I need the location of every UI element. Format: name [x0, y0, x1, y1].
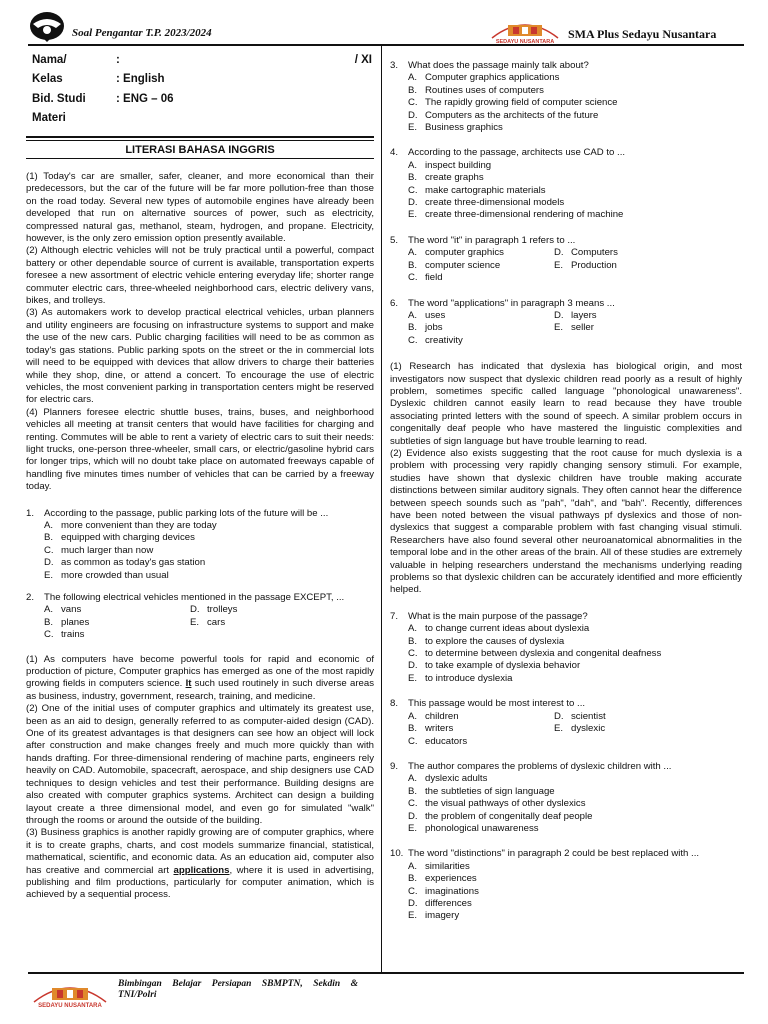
- question-stem: The word "it" in paragraph 1 refers to ...: [408, 234, 576, 246]
- answer-option[interactable]: D. to take example of dyslexia behavior: [408, 660, 581, 672]
- answer-option[interactable]: E. Business graphics: [408, 122, 503, 134]
- passage-paragraph: (4) Planners foresee electric shuttle buses, trains, buses, and neighborhood vehicles all meeting at transit centers that would have facilities for charging and renting. Commutes will be able to rent a variety of electric cars to suit their needs: light trucks, one-person three-wheeler, small cars, or electric/gasoline hybrid cars for longer trips, which will no doubt take place on automated freeways capable of handling five minutes times number of vehicles that can be carried by a freeway today.: [26, 406, 374, 493]
- answer-option[interactable]: A. vans: [44, 604, 82, 616]
- question-stem: This passage would be most interest to ...: [408, 698, 586, 710]
- question-5: [390, 235, 742, 285]
- answer-option[interactable]: D. create three-dimensional models: [408, 197, 565, 209]
- answer-option[interactable]: E. to introduce dyslexia: [408, 672, 513, 684]
- question-3: [390, 60, 742, 134]
- info-rule: [26, 136, 374, 138]
- answer-option[interactable]: A. similarities: [408, 860, 470, 872]
- answer-option[interactable]: D. Computers: [554, 247, 618, 259]
- info-row-name: [26, 50, 374, 70]
- answer-option[interactable]: C. creativity: [408, 334, 463, 346]
- answer-option[interactable]: C. much larger than now: [44, 544, 154, 556]
- passage-electric-cars: [26, 171, 374, 494]
- question-6: [390, 298, 742, 348]
- passage-paragraph: (2) Although electric vehicles will not be truly practical until a powerful, compact battery or other dependable source of current is available, transportation experts foresee a new assortment of electric vehicle entering everyday life; shorter range commuter electric cars, three-wheeled neighborhood cars, electric delivery vans, bikes, and trolleys.: [26, 245, 374, 307]
- passage-dyslexia: [390, 361, 742, 597]
- question-1: [26, 508, 374, 582]
- answer-option[interactable]: B. equipped with charging devices: [44, 532, 195, 544]
- footer-logo-text: SEDAYU NUSANTARA: [38, 1003, 102, 1008]
- question-2: [26, 592, 374, 642]
- answer-option[interactable]: B. Routines uses of computers: [408, 84, 544, 96]
- passage-paragraph: (1) Research has indicated that dyslexia has biological origin, and most investigators now suspect that dyslexic children read poorly as a result of highly problem, sometimes specific called language "phonological unawareness". Dyslexic children cannot easily learn to read because they have trouble associating printed letters with the sound of speech. A similar problem occurs in congenitally deaf people who have mastered the linguistic complexities and subtleties of sign language but have trouble learning to read.: [390, 361, 742, 447]
- eagle-emblem-icon: [28, 10, 66, 44]
- header-rule: [28, 44, 744, 46]
- answer-option[interactable]: C. imaginations: [408, 885, 479, 897]
- class-suffix: / XI: [354, 53, 372, 66]
- answer-option[interactable]: D. layers: [554, 309, 597, 321]
- answer-option[interactable]: E. create three-dimensional rendering of machine: [408, 209, 624, 221]
- answer-option[interactable]: D. differences: [408, 897, 472, 909]
- question-8: [390, 698, 742, 748]
- question-stem: The following electrical vehicles mentioned in the passage EXCEPT, ...: [44, 592, 345, 603]
- answer-option[interactable]: D. the problem of congenitally deaf people: [408, 810, 593, 822]
- answer-option[interactable]: C. make cartographic materials: [408, 184, 546, 196]
- answer-option[interactable]: A. Computer graphics applications: [408, 72, 560, 84]
- question-number: 3.: [390, 60, 399, 71]
- answer-option[interactable]: B. to explore the causes of dyslexia: [408, 635, 565, 647]
- info-row-materi: [26, 109, 374, 129]
- header-school-name: SMA Plus Sedayu Nusantara: [568, 27, 717, 41]
- passage-paragraph: (1) Today's car are smaller, safer, cleaner, and more economical than their predecessors, but the car of the future will be far more pollution-free than those on the road today. Several new types of automobile engines have already been developed that run on alternative sources of power, such as electricity, compressed natural gas, methanol, steam, hydrogen, and propane. Electricity, however, is the only zero emission option presently available.: [26, 171, 374, 245]
- answer-option[interactable]: A. computer graphics: [408, 247, 504, 259]
- question-stem: The word "applications" in paragraph 3 means ...: [408, 297, 615, 309]
- answer-option[interactable]: B. writers: [408, 723, 454, 735]
- info-label: Bid. Studi: [32, 92, 86, 105]
- page-header: [0, 0, 768, 48]
- question-4: [390, 147, 742, 221]
- answer-option[interactable]: D. trolleys: [190, 604, 238, 616]
- answer-option[interactable]: A. to change current ideas about dyslexia: [408, 623, 590, 635]
- info-value: [116, 109, 309, 129]
- answer-option[interactable]: E. imagery: [408, 910, 460, 922]
- answer-option[interactable]: A. dyslexic adults: [408, 773, 488, 785]
- school-logo-icon: [30, 980, 110, 1008]
- answer-option[interactable]: E. Production: [554, 259, 617, 271]
- answer-option[interactable]: E. more crowded than usual: [44, 569, 169, 581]
- answer-option[interactable]: D. Computers as the architects of the future: [408, 109, 599, 121]
- answer-option[interactable]: C. trains: [44, 629, 85, 641]
- info-value: : English: [116, 73, 165, 86]
- answer-option[interactable]: E. cars: [190, 616, 226, 628]
- question-stem: According to the passage, public parking lots of the future will be ...: [44, 507, 329, 519]
- right-column: [390, 60, 742, 923]
- info-value: : ENG – 06: [116, 92, 174, 105]
- answer-option[interactable]: B. computer science: [408, 259, 501, 271]
- passage-paragraph: (2) Evidence also exists suggesting that the root cause for much dyslexia is a problem with processing very rapidly changing sensory stimuli. For example, studies have shown that dyslexic children have trouble making accurate distinctions between similar auditory signals. They often cannot hear the difference between speech sounds such as "pah", "dah", and "bah". Recently, differences have been noted between the visual pathways pf dyslexics and those of non-dyslexics that suggest a comparable problem with fast changing visual stimuli. Researchers have also found several other neuroanatomical abnormalities in the temporal lobe and in the other areas of the brain. All of these studies are extremely valuable in helping researchers understand the mechanisms underlying reading problems so that dyslexic children can be accurately identified and more efficiently helped.: [390, 447, 742, 596]
- answer-option[interactable]: C. the visual pathways of other dyslexics: [408, 798, 586, 810]
- question-number: 6.: [390, 297, 399, 309]
- referent-word: It: [185, 678, 192, 690]
- question-number: 1.: [26, 507, 35, 519]
- vocab-word: applications: [173, 864, 230, 876]
- answer-option[interactable]: A. children: [408, 710, 459, 722]
- school-logo-icon: [488, 18, 562, 44]
- answer-option[interactable]: E. phonological unawareness: [408, 822, 539, 834]
- answer-option[interactable]: B. the subtleties of sign language: [408, 785, 555, 797]
- column-divider: [381, 46, 382, 972]
- passage-paragraph: (3) As automakers work to develop practical electrical vehicles, urban planners and utility engineers are focusing on infrastructure systems to support and make the use of the new cars. Public charging facilities will need to be as common as today's gas stations. Public parking spots on the street or the in commercial lots will need to be equipped with devices that allow drivers to charge their batteries while they shop, dine, or attend a concert. To encourage the use of electric vehicles, the most convenient parking in transportation centers might be reserved for electric cars.: [26, 307, 374, 406]
- answer-option[interactable]: B. experiences: [408, 873, 477, 885]
- question-number: 10.: [390, 848, 404, 860]
- question-7: [390, 611, 742, 685]
- passage-computer-graphics: [26, 654, 374, 902]
- question-stem: What is the main purpose of the passage?: [408, 610, 588, 622]
- passage-paragraph: (3) Business graphics is another rapidly growing are of computer graphics, where it is to create graphs, charts, and cost models summarize financial, statistical, mathematical, scientific, and economic data. As an education aid, computer also has creative and commercial art applications, where it is used in advertising, publishing and film productions, particularly for computer animation, which is achieved by a sequential process.: [26, 827, 374, 901]
- question-number: 2.: [26, 592, 35, 603]
- question-number: 5.: [390, 234, 399, 246]
- passage-paragraph: (2) One of the initial uses of computer graphics and ultimately its greatest use, been as an aid to design, generally referred to as computer-aided design (CAD). One of its greatest advantages is that designers can see how an object will lock after construction and make changes freely and much more quickly than with hands drafting. For three-dimensional rendering of machine parts, engineers rely heavily on CAD. Automobile, spacecraft, aerospace, and ship designers use CAD techniques to design vehicles and test their performance. Building designs are also created with computer graphics systems. Architect can design a building layout create a three dimensional model, and even go for simulated "walk" through the rooms or around the outside of the building.: [26, 703, 374, 826]
- question-number: 8.: [390, 698, 399, 710]
- header-exam-title: Soal Pengantar T.P. 2023/2024: [72, 27, 212, 39]
- footer-rule: [28, 972, 744, 974]
- answer-option[interactable]: C. The rapidly growing field of computer science: [408, 97, 618, 109]
- question-number: 4.: [390, 147, 399, 159]
- info-label: Nama/: [32, 53, 67, 66]
- section-title: LITERASI BAHASA INGGRIS: [26, 141, 374, 159]
- answer-option[interactable]: D. as common as today's gas station: [44, 557, 206, 569]
- footer-tagline: Bimbingan Belajar Persiapan SBMPTN, Sekdin & TNI/Polri: [118, 979, 358, 1000]
- info-label: Materi: [32, 112, 66, 125]
- question-number: 9.: [390, 760, 399, 772]
- answer-option[interactable]: B. create graphs: [408, 172, 484, 184]
- question-10: [390, 848, 742, 922]
- answer-option[interactable]: C. educators: [408, 735, 468, 747]
- answer-option[interactable]: C. to determine between dyslexia and congenital deafness: [408, 648, 662, 660]
- info-row-class: [26, 70, 374, 90]
- answer-option[interactable]: E. seller: [554, 322, 594, 334]
- answer-option[interactable]: A. more convenient than they are today: [44, 519, 217, 531]
- school-logo-text: SEDAYU NUSANTARA: [495, 39, 555, 44]
- answer-option[interactable]: D. scientist: [554, 710, 606, 722]
- question-number: 7.: [390, 610, 399, 622]
- passage-paragraph: (1) As computers have become powerful tools for rapid and economic of production of picture, Computer graphics has emerged as one of the most rapidly growing fields in computers science. It such used routinely in such diverse areas as business, industry, government, research, training, and medicine.: [26, 653, 374, 702]
- answer-option[interactable]: E. dyslexic: [554, 723, 606, 735]
- info-row-subject: [26, 89, 374, 109]
- info-label: Kelas: [32, 73, 63, 86]
- answer-option[interactable]: B. jobs: [408, 322, 443, 334]
- question-stem: According to the passage, architects use CAD to ...: [408, 147, 626, 159]
- left-column: [26, 50, 374, 902]
- answer-option[interactable]: B. planes: [44, 616, 90, 628]
- page-footer: [0, 972, 768, 1024]
- question-stem: The author compares the problems of dyslexic children with ...: [408, 760, 672, 772]
- question-9: [390, 761, 742, 835]
- answer-option[interactable]: A. uses: [408, 309, 446, 321]
- answer-option[interactable]: C. field: [408, 272, 443, 284]
- question-stem: What does the passage mainly talk about?: [408, 60, 589, 71]
- question-stem: The word "distinctions" in paragraph 2 could be best replaced with ...: [408, 848, 700, 860]
- answer-option[interactable]: A. inspect building: [408, 159, 492, 171]
- name-field[interactable]: :: [116, 53, 120, 66]
- student-info-table: [26, 50, 374, 128]
